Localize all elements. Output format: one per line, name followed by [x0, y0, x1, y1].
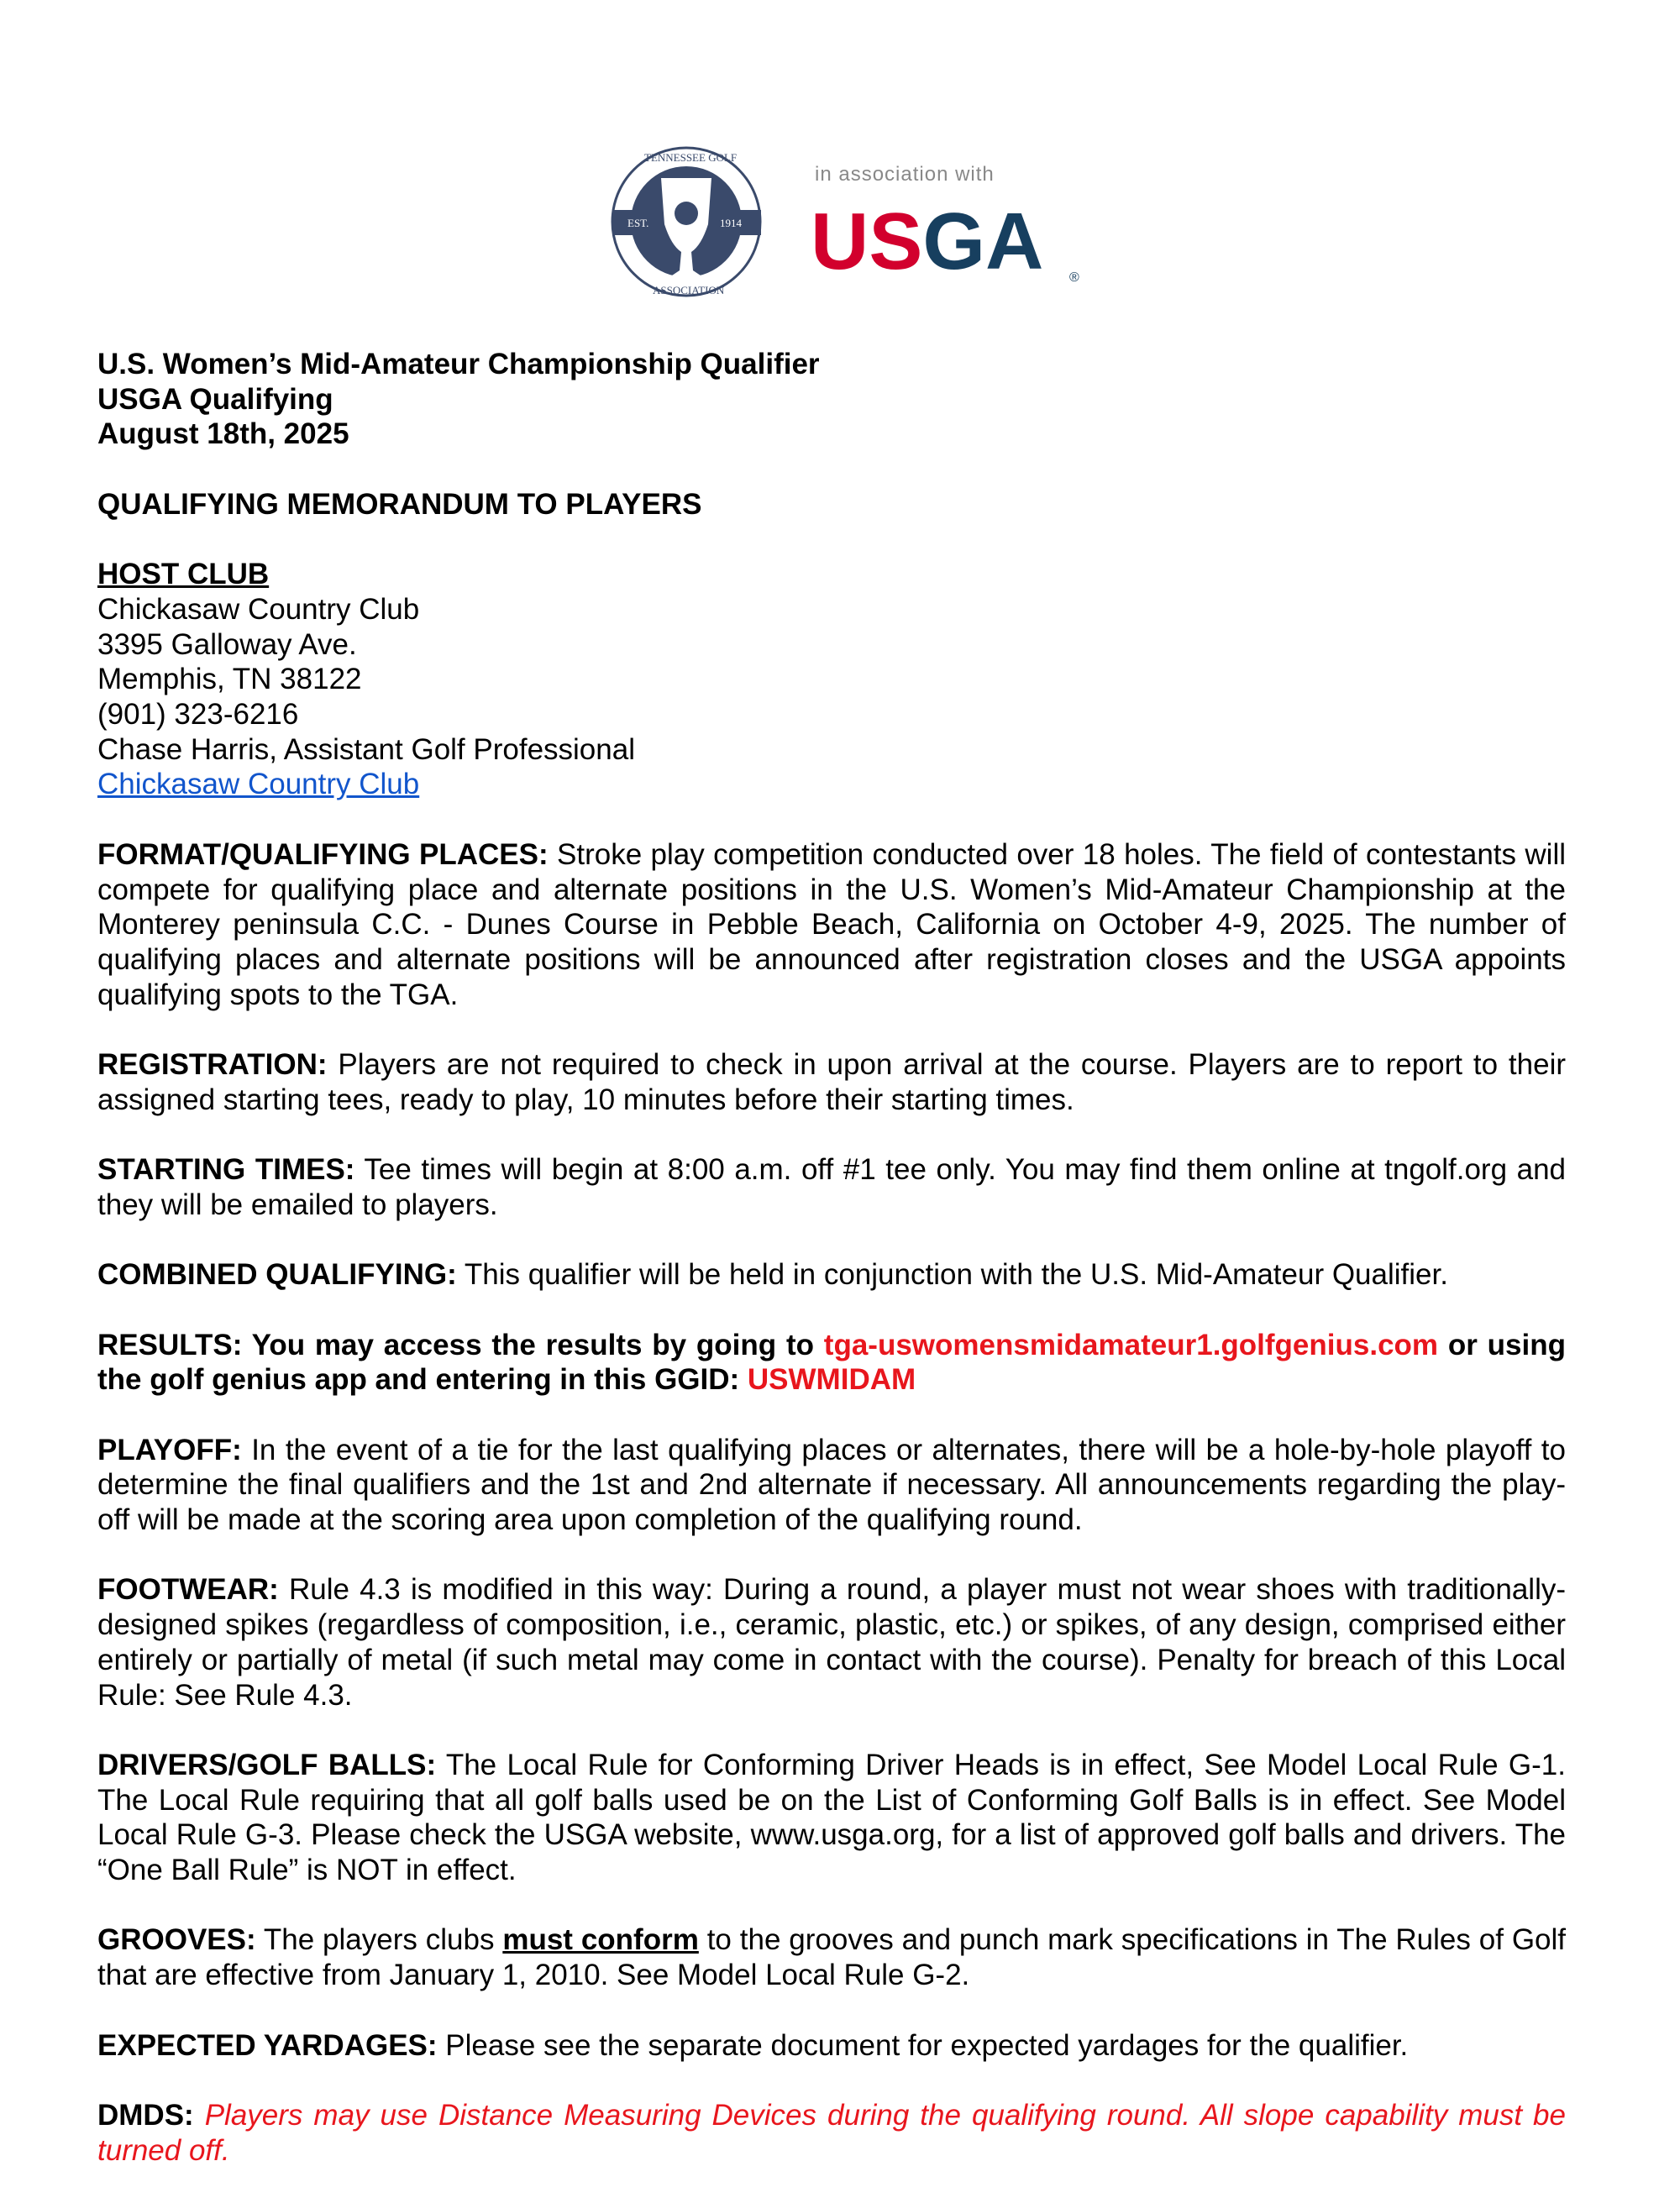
- section-label: FORMAT/QUALIFYING PLACES:: [97, 837, 549, 871]
- section-text: Stroke play competition conducted over 18 holes. The field of contestants will compete for qualifying place and alternate positions in the U.S. Women’s Mid-Amateur Championship at the Monterey peninsula C.C. - Dunes Course in Pebble Beach, California on October 4-9, 2025. The number of qualifying places and alternate positions will be announced after registration closes and the USGA appoints qualifying spots to the TGA.: [97, 837, 1566, 1011]
- section-label: FOOTWEAR:: [97, 1573, 279, 1607]
- footwear-section: [97, 1572, 1566, 1713]
- svg-text:TENNESSEE GOLF: TENNESSEE GOLF: [644, 151, 738, 164]
- usga-logo: USGA: [811, 197, 1044, 286]
- section-text: In the event of a tie for the last qualifying places or alternates, there will be a hole-by-hole playoff to determine the final qualifiers and the 1st and 2nd alternate if necessary. All announcements regarding the play-off will be made at the scoring area upon completion of the qualifying round.: [97, 1433, 1566, 1537]
- memo-heading: QUALIFYING MEMORANDUM TO PLAYERS: [97, 487, 702, 521]
- club-city: Memphis, TN 38122: [97, 663, 362, 696]
- dmds-section: [97, 2098, 1566, 2168]
- section-label: DRIVERS/GOLF BALLS:: [97, 1748, 437, 1781]
- section-label: EXPECTED YARDAGES:: [97, 2028, 438, 2062]
- results-url[interactable]: tga-uswomensmidamateur1.golfgenius.com: [823, 1328, 1439, 1361]
- registration-section: [97, 1047, 1566, 1117]
- section-label: DMDS:: [97, 2098, 194, 2132]
- logos: [609, 144, 1113, 300]
- host-club-heading: HOST CLUB: [97, 558, 270, 591]
- section-text: Players are not required to check in upon arrival at the course. Players are to report to their assigned starting tees, ready to play, 10 minutes before their starting times.: [97, 1048, 1566, 1116]
- section-label: REGISTRATION:: [97, 1048, 328, 1081]
- format-section: [97, 837, 1566, 1013]
- section-text: Tee times will begin at 8:00 a.m. off #1 tee only. You may find them online at tngolf.org and they will be emailed to players.: [97, 1153, 1567, 1221]
- playoff-section: [97, 1433, 1566, 1538]
- emphasis: must conform: [502, 1923, 699, 1957]
- section-text: to the grooves and punch mark specifications in The Rules of Golf that are effective from January 1, 2010. See Model Local Rule G-2.: [97, 1923, 1567, 1992]
- event-subtitle: USGA Qualifying: [97, 382, 333, 416]
- section-label: STARTING TIMES:: [97, 1153, 355, 1187]
- section-label: PLAYOFF:: [97, 1433, 242, 1466]
- starting-times-section: [97, 1152, 1566, 1222]
- club-link[interactable]: Chickasaw Country Club: [97, 768, 420, 801]
- section-text: You may access the results by going to: [242, 1328, 824, 1361]
- ggid: USWMIDAM: [747, 1363, 916, 1397]
- section-label: RESULTS:: [97, 1328, 243, 1361]
- section-text: The Local Rule for Conforming Driver Heads is in effect, See Model Local Rule G-1. The Local Rule requiring that all golf balls used be on the List of Conforming Golf Balls is in effect. See Model Local Rule G-3. Please check the USGA website, www.usga.org, for a list of approved golf balls and drivers. The “One Ball Rule” is NOT in effect.: [97, 1748, 1566, 1887]
- svg-text:ASSOCIATION: ASSOCIATION: [653, 284, 725, 296]
- combined-qualifying-section: [97, 1257, 1566, 1293]
- event-date: August 18th, 2025: [97, 417, 349, 451]
- section-text: The players clubs: [255, 1923, 503, 1957]
- section-text: Players may use Distance Measuring Devices during the qualifying round. All slope capability must be turned off.: [97, 2098, 1566, 2167]
- section-text: Rule 4.3 is modified in this way: During a round, a player must not wear shoes with traditionally-designed spikes (regardless of composition, i.e., ceramic, plastic, etc.) or spikes, of any design, comprised either entirely or partially of metal (if such metal may come in contact with the course). Penalty for breach of this Local Rule: See Rule 4.3.: [97, 1573, 1566, 1712]
- section-label: GROOVES:: [97, 1923, 256, 1957]
- event-title: U.S. Women’s Mid-Amateur Championship Qualifier: [97, 348, 820, 380]
- title-block: [97, 347, 1566, 452]
- drivers-section: [97, 1748, 1566, 1888]
- grooves-section: [97, 1922, 1566, 1992]
- section-label: COMBINED QUALIFYING:: [97, 1258, 457, 1292]
- section-text: or using the golf genius app and entering in this GGID:: [97, 1328, 1566, 1397]
- section-text: This qualifier will be held in conjunction with the U.S. Mid-Amateur Qualifier.: [456, 1258, 1448, 1292]
- host-club-section: [97, 557, 1566, 802]
- tga-logo: [609, 144, 764, 300]
- club-phone: (901) 323-6216: [97, 698, 299, 731]
- registered-mark: ®: [1069, 270, 1079, 285]
- club-contact: Chase Harris, Assistant Golf Professional: [97, 732, 635, 766]
- svg-text:EST.: EST.: [627, 217, 649, 229]
- section-text: Please see the separate document for expected yardages for the qualifier.: [437, 2028, 1409, 2062]
- memo-content: [97, 347, 1566, 2203]
- club-address: 3395 Galloway Ave.: [97, 627, 357, 661]
- svg-text:1914: 1914: [720, 217, 742, 229]
- association-text: in association with: [815, 163, 995, 186]
- yardages-section: [97, 2028, 1566, 2064]
- results-section: [97, 1328, 1566, 1398]
- club-name: Chickasaw Country Club: [97, 592, 420, 626]
